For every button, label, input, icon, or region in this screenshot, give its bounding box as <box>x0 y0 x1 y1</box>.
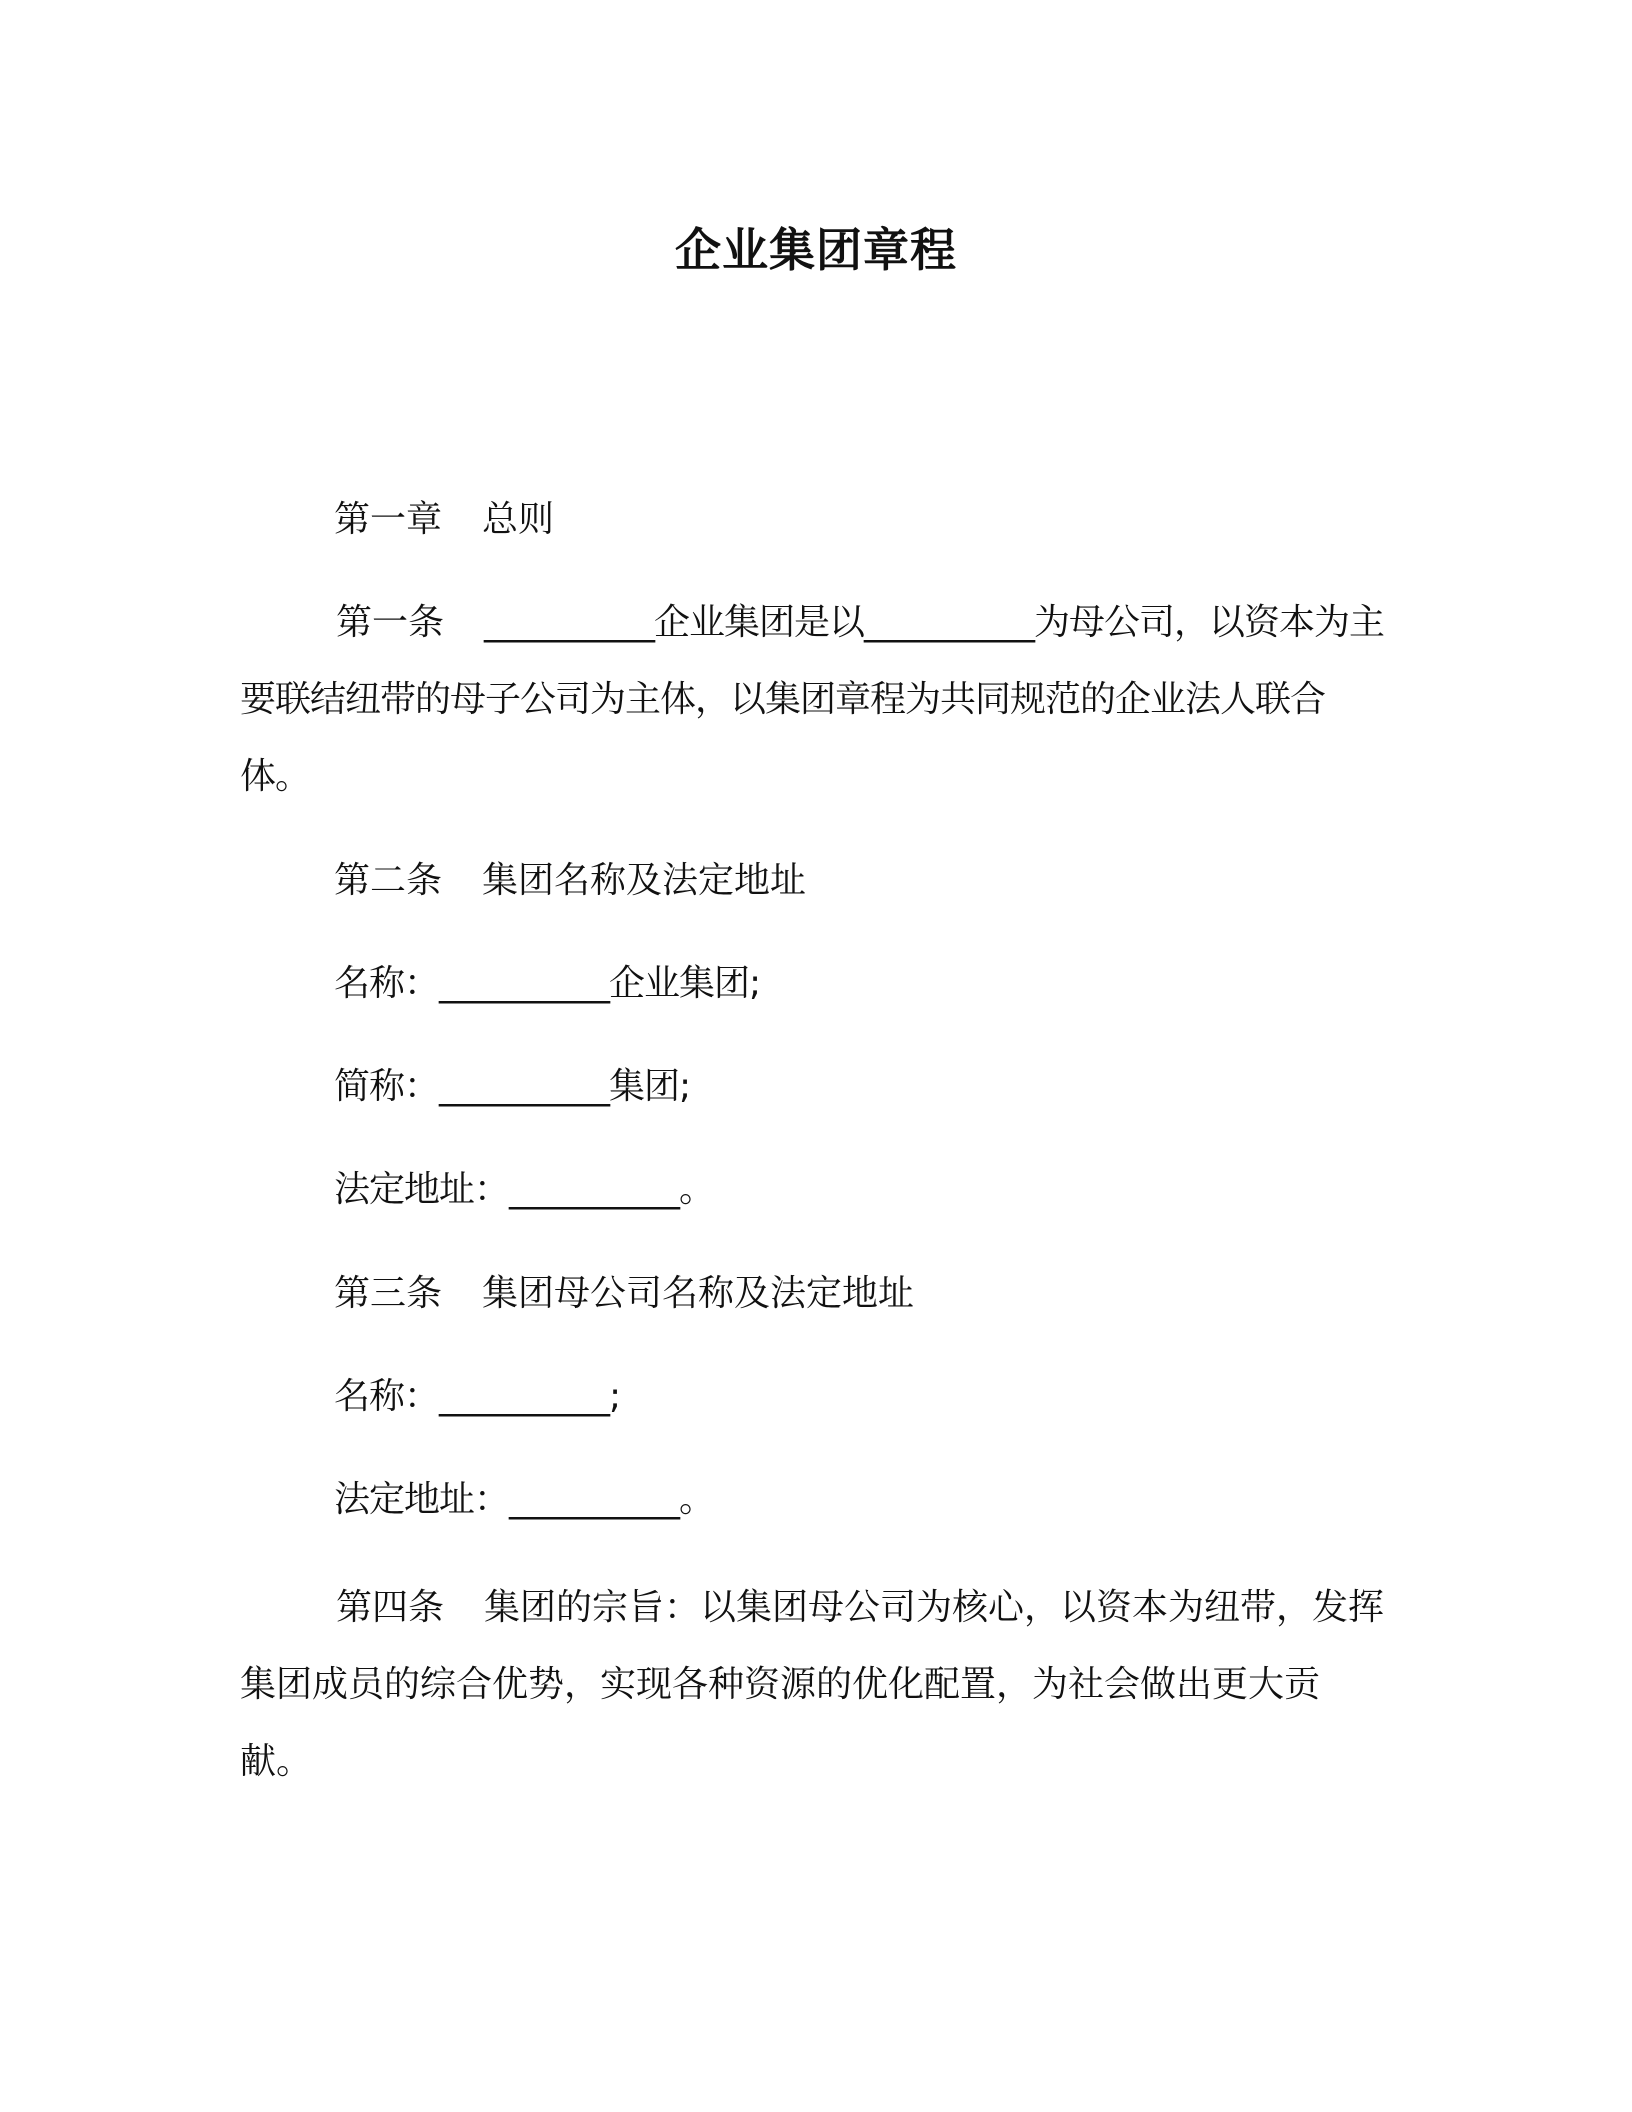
article-4 <box>240 1569 1390 1800</box>
article-2-name-line: 名称：__________企业集团; <box>334 963 761 1004</box>
document-title: 企业集团章程 <box>675 223 957 277</box>
article-2-heading <box>334 857 806 905</box>
article-3-heading <box>334 1270 914 1318</box>
article-2-title: 集团名称及法定地址 <box>482 860 807 901</box>
article-4-text: 集团的宗旨：以集团母公司为核心，以资本为纽带，发挥集团成员的综合优势，实现各种资源的优化配置，为社会做出更大贡献。 <box>240 1587 1385 1782</box>
article-1-label: 第一条 <box>336 602 445 643</box>
article-1-text: __________企业集团是以__________为母公司，以资本为主要联结纽带的母子公司为主体，以集团章程为共同规范的企业法人联合体。 <box>240 602 1385 797</box>
article-2-label: 第二条 <box>334 860 443 901</box>
article-1 <box>240 584 1390 815</box>
chapter-heading <box>334 496 554 544</box>
chapter-name: 总则 <box>482 499 555 540</box>
article-3-name-line: 名称：__________; <box>334 1376 621 1417</box>
article-2-address-line: 法定地址：__________。 <box>334 1169 715 1210</box>
article-3-label: 第三条 <box>334 1273 443 1314</box>
article-2-short-name-line: 简称：__________集团; <box>334 1066 691 1107</box>
article-3-address-line: 法定地址：__________。 <box>334 1479 715 1520</box>
article-4-label: 第四条 <box>336 1587 445 1628</box>
chapter-label: 第一章 <box>334 499 443 540</box>
article-3-title: 集团母公司名称及法定地址 <box>482 1273 915 1314</box>
